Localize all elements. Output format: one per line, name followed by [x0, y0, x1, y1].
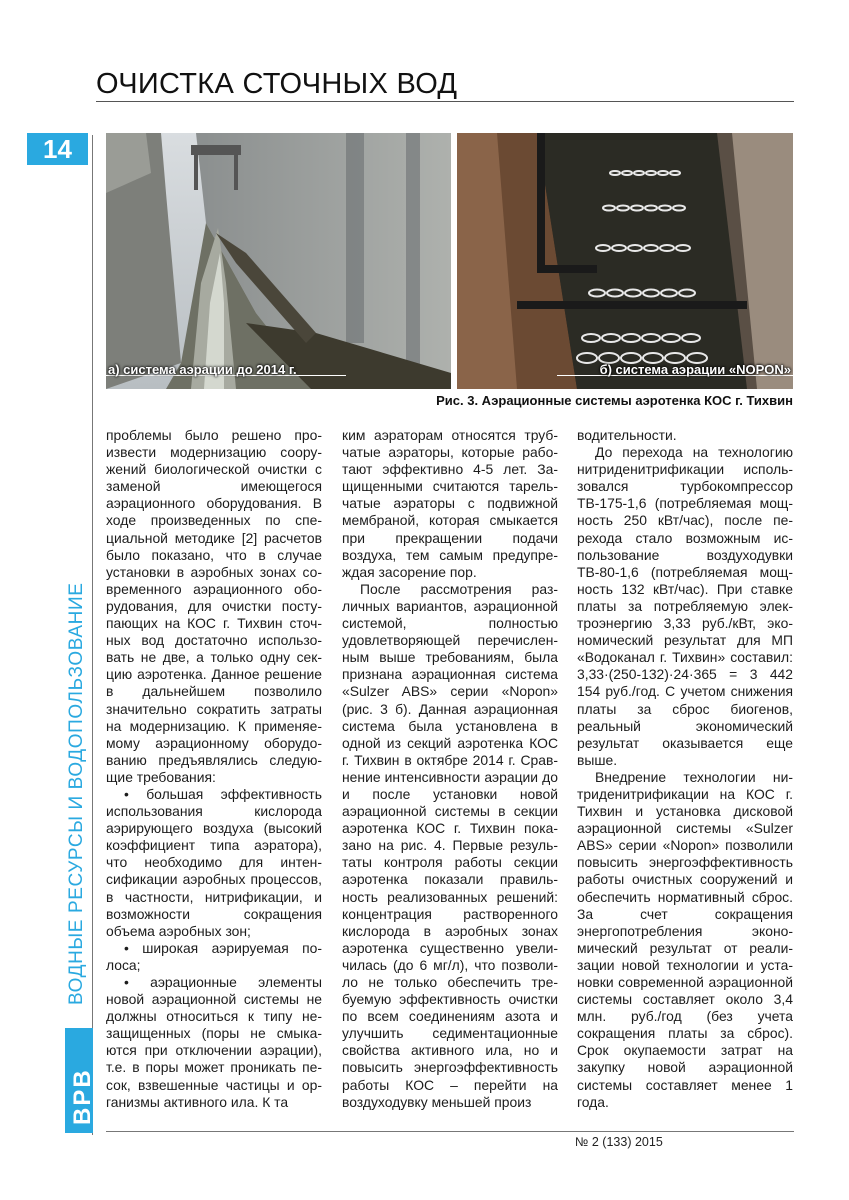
journal-logo-text: ВРВ — [69, 1068, 96, 1125]
text-column-3 — [577, 427, 793, 1111]
paragraph: • аэрационные элементы новой аэрационной системы не должны относиться к типу незащищенных (поры не смыкаются при отключении аэрации), т.е. в поры может проникать песок, взвешенные частицы и организмы активного ила. К та — [106, 974, 322, 1110]
issue-number: № 2 (133) 2015 — [575, 1135, 663, 1149]
photo-a-caption: а) система аэрации до 2014 г. — [108, 362, 297, 377]
paragraph: ким аэраторам относятся трубчатые аэраторы, которые работают эффективно 4-5 лет. Защищенными считаются тарельчатые аэраторы с подвижной мембраной, которая смыкается при прекращении подачи воздуха, тем самым предупреждая засорение пор. — [342, 427, 558, 580]
paragraph: Внедрение технологии нитриденитрификации на КОС г. Тихвин и установка дисковой аэрационной системы «Sulzer ABS» серии «Nopon» позволили повысить энергоэффективность работы очистных сооружений и обеспечить нормативный сброс. За счет сокращения энергопотребления экономический результат от реализации новой технологии и установки современной аэрационной системы составляет около 3,4 млн. руб./год (без учета сокращения платы за сброс). Срок окупаемости затрат на закупку новой аэрационной системы составляет менее 1 года. — [577, 768, 793, 1110]
paragraph: • широкая аэрируемая полоса; — [106, 939, 322, 973]
footer-rule — [106, 1131, 794, 1132]
paragraph: водительности. — [577, 427, 677, 443]
paragraph: До перехода на технологию нитриденитрификации использовался турбокомпрессор ТВ-175-1,6 (потребляемая мощность 250 кВт/час), после перехода стало возможным использование воздуходувки ТВ-80-1,6 (потребляемая мощность 132 кВт/час). При ставке платы за потребляемую электроэнергию 3,33 руб./кВт, экономический результат для МП «Водоканал г. Тихвин» составил: 3,33·(250-132)·24·365 = 3 442 154 руб./год. С учетом снижения платы за сброс биогенов, реальный экономический результат оказывается еще выше. — [577, 444, 793, 768]
paragraph: • большая эффективность использования кислорода аэрирующего воздуха (высокий коэффициент типа аэратора), что необходимо для интенсификации аэробных процессов, в частности, нитрификации, и возможности сокращения объема аэробных зон; — [106, 785, 322, 939]
text-column-2 — [342, 427, 558, 1111]
header-rule — [96, 101, 794, 102]
figure-caption: Рис. 3. Аэрационные системы аэротенка КОС г. Тихвин — [436, 393, 793, 408]
journal-title: ВОДНЫЕ РЕСУРСЫ И ВОДОПОЛЬЗОВАНИЕ — [66, 582, 87, 1005]
paragraph: проблемы было решено произвести модернизацию сооружений биологической очистки с заменой имеющегося аэрационного оборудования. В ходе произведенных по специальной методике [2] расчетов было показано, что в случае установки в аэробных зонах современного аэрационного оборудования, для очистки поступающих на КОС г. Тихвин сточных вод достаточно использовать не две, а только одну секцию аэротенка. Данное решение в дальнейшем позволило значительно сократить затраты на модернизацию. К применяемому аэрационному оборудованию предъявлялись следующие требования: — [106, 427, 322, 785]
paragraph: После рассмотрения различных вариантов, аэрационной системой, полностью удовлетворяющей перечисленным выше требованиям, была признана аэрационная система «Sulzer ABS» серии «Nopon» (рис. 3 б). Данная аэрационная система была установлена в одной из секций аэротенка КОС г. Тихвин в октябре 2014 г. Сравнение интенсивности аэрации до и после установки новой аэрационной системы в секции аэротенка КОС г. Тихвин показано на рис. 4. Первые результаты контроля работы секции аэротенка показали правильность реализованных решений: концентрация растворенного кислорода в аэробных зонах аэротенка существенно увеличилась (до 6 мг/л), что позволило не только обеспечить требуемую эффективность очистки по всем соединениям азота и улучшить седиментационные свойства активного ила, но и повысить энергоэффективность работы КОС – перейти на воздуходувку меньшей произ — [342, 580, 558, 1110]
sidebar-rule — [92, 135, 93, 1135]
page-number: 14 — [27, 133, 88, 165]
section-title: ОЧИСТКА СТОЧНЫХ ВОД — [96, 68, 458, 100]
photo-old-aeration-system — [106, 133, 451, 389]
text-column-1 — [106, 427, 322, 1111]
photo-b-caption: б) система аэрации «NOPON» — [599, 362, 791, 377]
photo-nopon-aeration-system — [457, 133, 793, 389]
